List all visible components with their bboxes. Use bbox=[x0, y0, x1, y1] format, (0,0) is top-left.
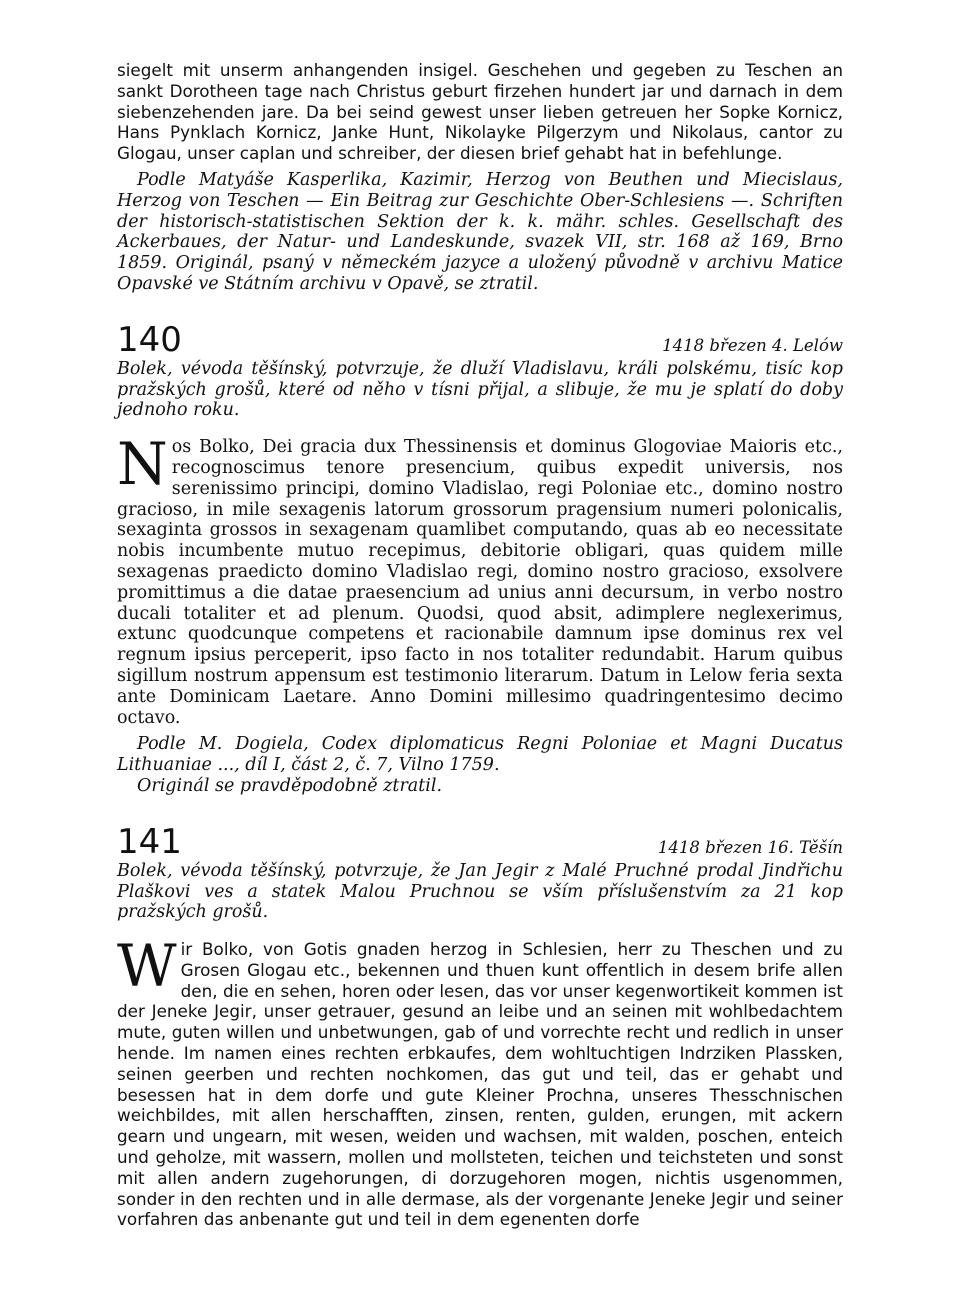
doc-140-date: 1418 březen 4. Lelów bbox=[662, 335, 843, 355]
top-source-note: Podle Matyáše Kasperlika, Kazimir, Herzog von Beuthen und Miecislaus, Herzog von Teschen — Ein Beitrag zur Geschichte Ober-Schlesiens —. Schriften der historisch-statistischen Sektion der k. k. mähr. schles. Gesellschaft des Ackerbaues, der Natur- und Landeskunde, svazek VII, str. 168 až 169, Brno 1859. Originál, psaný v německém jazyce a uložený původně v archivu Matice Opavské ve Státním archivu v Opavě, se ztratil. bbox=[117, 169, 843, 294]
doc-140-header bbox=[117, 321, 843, 359]
doc-140-source: Podle M. Dogiela, Codex diplomaticus Regni Poloniae et Magni Ducatus Lithuaniae ..., díl I, část 2, č. 7, Vilno 1759. bbox=[117, 734, 843, 776]
doc-140-text bbox=[117, 430, 843, 728]
doc-141-header bbox=[117, 823, 843, 861]
doc-140-initial: N bbox=[117, 430, 168, 499]
doc-141-body: ir Bolko, von Gotis gnaden herzog in Schlesien, herr zu Theschen und zu Grosen Glogau etc., bekennen und thuen kunt offentlich in desem brife allen den, die en sehen, horen oder lesen, das vor unser kegenwortikeit kommen ist der Jeneke Jegir, unser getrauer, gesund an leibe und an seinen mit wohlbedachtem mute, guten willen und unbetwungen, gab of und vorrechte recht und redlich in unser hende. Im namen eines rechten erbkaufes, dem wohltuchtigen Indrziken Plassken, seinen geerben und rechten nochkomen, das gut und teil, das er gehabt und besessen hat in dem dorfe und gute Kleiner Prochna, unseres Thesschnischen weichbildes, mit allen herschafften, zinsen, renten, gulden, erungen, mit ackern gearn und ungearn, mit wesen, weiden und wachsen, mit walden, poschen, enteich und geholze, mit wassern, mollen und mollsteten, teichen und teichsteten und sonst mit allen andern zugehorungen, di dorzugehoren mogen, nichtis usgenommen, sonder in den rechten und in alle dermase, als der vorgenante Jeneke Jegir und seiner vorfahren das anbenante gut und teil in dem egenenten dorfe bbox=[117, 939, 843, 1230]
doc-141-date: 1418 březen 16. Těšín bbox=[657, 837, 843, 857]
doc-140-number: 140 bbox=[117, 319, 182, 360]
doc-140-body: os Bolko, Dei gracia dux Thessinensis et dominus Glogoviae Maioris etc., recognoscimus tenore presencium, quibus expedit universis, nos serenissimo principi, domino Vladislao, regi Poloniae etc., domino nostro gracioso, in mile sexagenis latorum grossorum pragensium numeri polonicalis, sexaginta grossos in sexagenam quamlibet computando, quas ab eo necessitate nobis incumbente mutuo recepimus, debitorie obligari, quas quidem mille sexagenas praedicto domino Vladislao regi, domino nostro gracioso, exsolvere promittimus a die datae praesencium ad unius anni decursum, in verbo nostro ducali totaliter et ad plenum. Quodsi, quod absit, adimplere neglexerimus, extunc quodcunque competens et racionabile damnum ipse dominus rex vel regnum ipsius perceperit, ipso facto in nos totaliter redundabit. Harum quibus sigillum nostrum appensum est testimonio literarum. Datum in Lelow feria sexta ante Dominicam Laetare. Anno Domini millesimo quadringentesimo decimo octavo. bbox=[117, 437, 843, 728]
top-german-text: siegelt mit unserm anhangenden insigel. Geschehen und gegeben zu Teschen an sankt Dorotheen tage nach Christus geburt firzehen hundert jar und darnach in dem siebenzehenden jare. Da bei seind gewest unser lieben getreuen her Sopke Kornicz, Hans Pynklach Kornicz, Janke Hunt, Nikolayke Pilgerzym und Nikolaus, cantor zu Glogau, unser caplan und schreiber, der diesen brief gehabt hat in befehlunge. bbox=[117, 60, 843, 164]
doc-140-regest: Bolek, vévoda těšínský, potvrzuje, že dluží Vladislavu, králi polskému, tisíc kop pražských grošů, které od něho v tísni přijal, a slibuje, že mu je splatí do doby jednoho roku. bbox=[117, 358, 843, 421]
document-page bbox=[117, 60, 843, 1230]
doc-141-number: 141 bbox=[117, 821, 182, 862]
doc-141-regest: Bolek, vévoda těšínský, potvrzuje, že Jan Jegir z Malé Pruchné prodal Jindřichu Plaškovi ves a statek Malou Pruchnou se vším příslušenstvím za 21 kop pražských grošů. bbox=[117, 860, 843, 923]
doc-140-note: Originál se pravděpodobně ztratil. bbox=[137, 775, 443, 796]
doc-141-initial: W bbox=[117, 932, 177, 1001]
doc-141-text bbox=[117, 932, 843, 1230]
